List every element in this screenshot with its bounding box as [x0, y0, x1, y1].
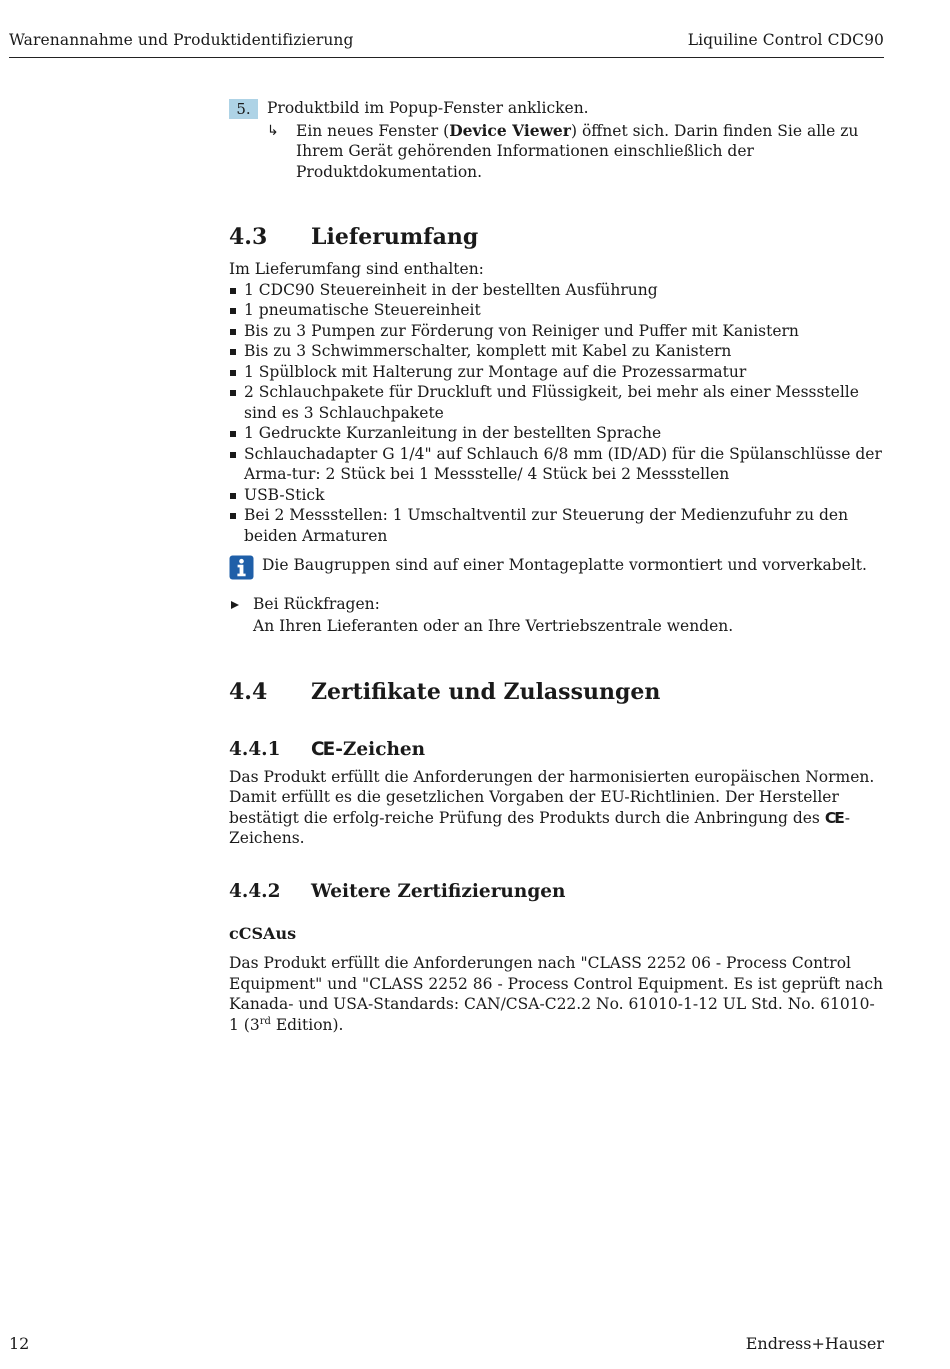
- section-4-3-heading: 4.3 Lieferumfang: [229, 224, 479, 250]
- step-number: 5.: [229, 99, 258, 119]
- info-note: [229, 555, 884, 576]
- ce-paragraph: Das Produkt erfüllt die Anforderungen der harmonisierten europäischen Normen. Damit erfüllt es die gesetzlichen Vorgaben der EU-Richtlinien. Der Hersteller bestätigt die erfolg-reiche Prüfung des Produkts durch die Anbringung des CE -Zeichens.: [229, 767, 875, 847]
- result-arrow-icon: ↳: [267, 122, 279, 139]
- page-number: 12: [9, 1334, 30, 1353]
- step-text: Produktbild im Popup-Fenster anklicken.: [267, 99, 589, 117]
- header-section-title: Warenannahme und Produktidentifizierung: [9, 31, 354, 49]
- delivery-list: [229, 280, 884, 547]
- header-rule: [9, 57, 884, 58]
- list-item: USB-Stick: [229, 485, 884, 506]
- ce-mark-inline: CE: [824, 808, 843, 827]
- main-content: [229, 98, 884, 1035]
- section-4-4-1-heading: 4.4.1 CE -Zeichen: [229, 738, 426, 760]
- header-product-name: Liquiline Control CDC90: [687, 31, 884, 49]
- step-5: [229, 98, 884, 119]
- info-note-text: Die Baugruppen sind auf einer Montageplatte vormontiert und vorverkabelt.: [262, 556, 867, 574]
- delivery-intro: Im Lieferumfang sind enthalten:: [229, 260, 484, 278]
- step-result: ↳ Ein neues Fenster (Device Viewer) öffnet sich. Darin finden Sie alle zu Ihrem Gerät gehörenden Informationen einschließlich der Produktdokumentation.: [267, 120, 859, 181]
- info-icon: [229, 555, 254, 580]
- inquiry-answer: An Ihren Lieferanten oder an Ihre Vertriebszentrale wenden.: [253, 617, 734, 635]
- list-item: 1 Gedruckte Kurzanleitung in der bestellten Sprache: [229, 423, 884, 444]
- device-viewer-term: Device Viewer: [449, 120, 571, 140]
- list-item: Schlauchadapter G 1/4" auf Schlauch 6/8 mm (ID/AD) für die Spülanschlüsse der Arma-tur: 2 Stück bei 1 Messstelle/ 4 Stück bei 2 Messstellen: [229, 444, 884, 485]
- list-item: Bis zu 3 Schwimmerschalter, komplett mit Kabel zu Kanistern: [229, 341, 884, 362]
- section-4-4-heading: 4.4 Zertifikate und Zulassungen: [229, 678, 661, 705]
- list-item: 1 pneumatische Steuereinheit: [229, 300, 884, 321]
- inquiry-label: Bei Rückfragen:: [253, 594, 380, 613]
- list-item: Bei 2 Messstellen: 1 Umschaltventil zur Steuerung der Medienzufuhr zu den beiden Armaturen: [229, 505, 884, 546]
- brand-name: Endress+Hauser: [745, 1334, 884, 1353]
- ccsaus-paragraph: Das Produkt erfüllt die Anforderungen nach "CLASS 2252 06 - Process Control Equipment" und "CLASS 2252 86 - Process Control Equipment. Es ist geprüft nach Kanada- und USA-Standards: CAN/CSA-C22.2 No. 61010-1-12 UL Std. No. 61010-1 (3rd Edition).: [229, 954, 883, 1034]
- list-item: 1 CDC90 Steuereinheit in der bestellten Ausführung: [229, 280, 884, 301]
- ccsaus-subheading: cCSAus: [229, 923, 297, 943]
- list-item: 2 Schlauchpakete für Druckluft und Flüssigkeit, bei mehr als einer Messstelle sind es 3 Schlauchpakete: [229, 382, 884, 423]
- triangle-bullet-icon: [231, 601, 239, 609]
- ce-mark: CE: [311, 738, 334, 760]
- list-item: Bis zu 3 Pumpen zur Förderung von Reiniger und Puffer mit Kanistern: [229, 321, 884, 342]
- section-4-4-2-heading: 4.4.2 Weitere Zertifizierungen: [229, 880, 566, 902]
- inquiry-instruction: [229, 594, 884, 637]
- list-item: 1 Spülblock mit Halterung zur Montage auf die Prozessarmatur: [229, 362, 884, 383]
